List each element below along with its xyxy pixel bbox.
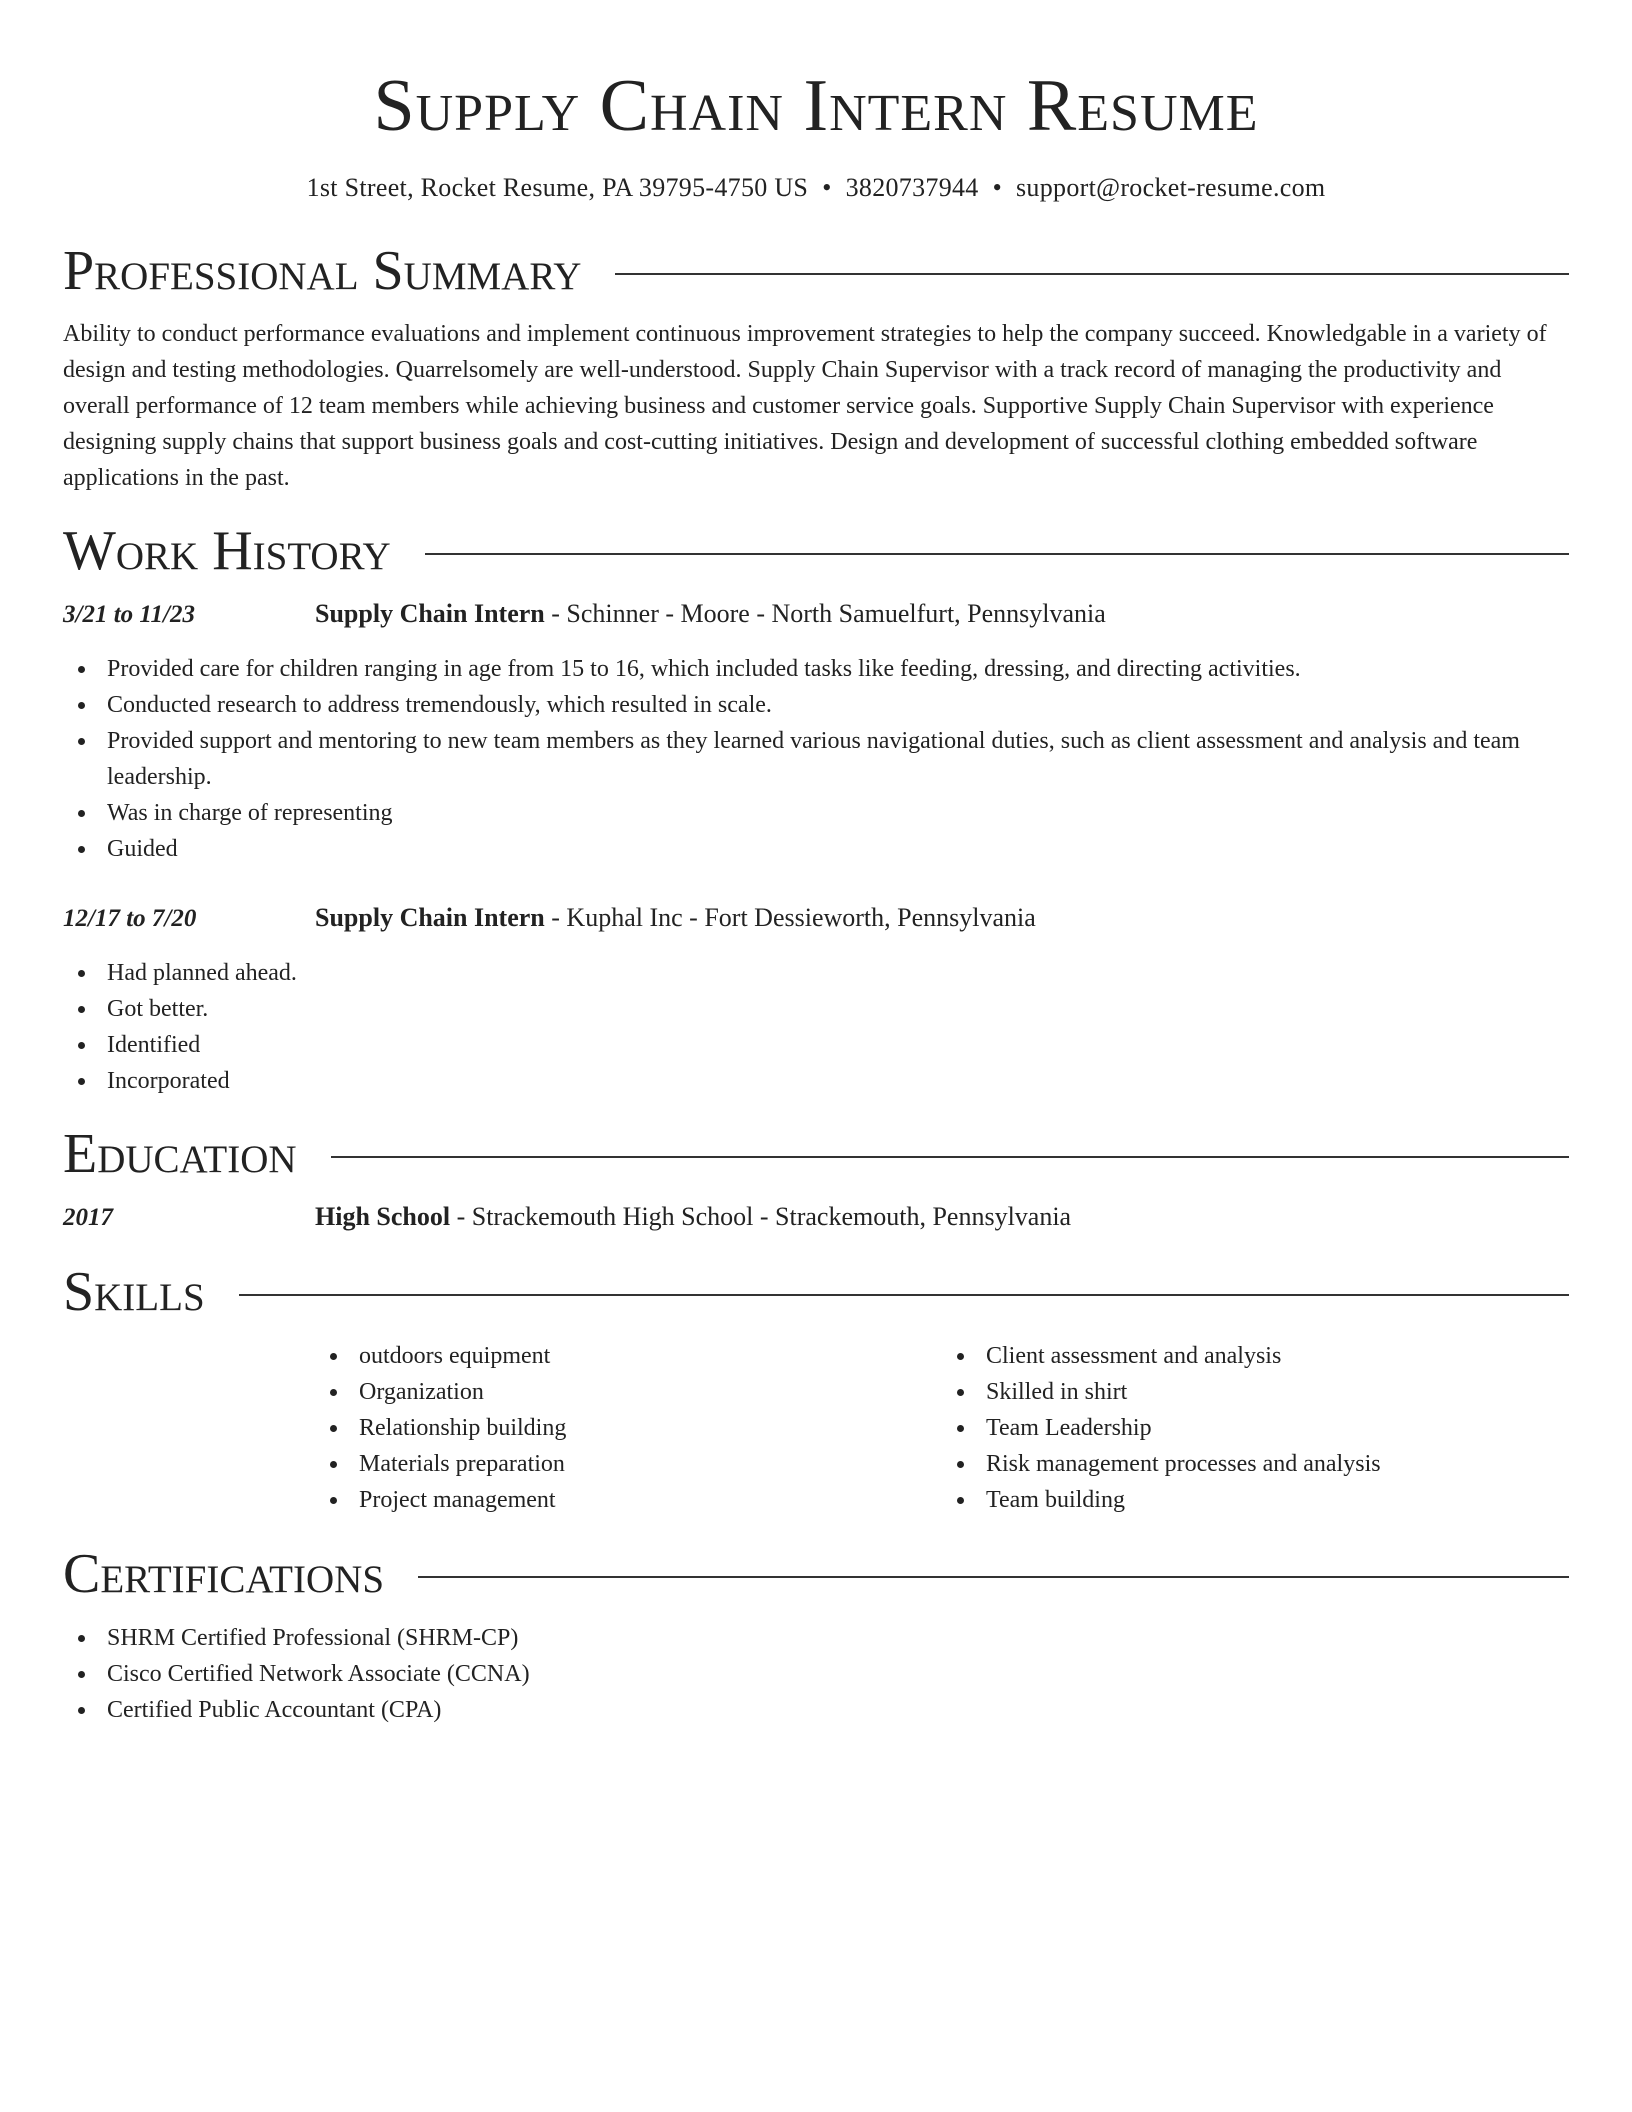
job-bullet: Was in charge of representing	[63, 795, 1569, 831]
section-divider	[239, 1294, 1569, 1296]
section-title-certifications: Certifications	[63, 1543, 385, 1605]
job-bullet: Provided support and mentoring to new team members as they learned various navigational duties, such as client assessment and analysis and team leadership.	[63, 723, 1569, 795]
job-title: Supply Chain Intern	[315, 903, 545, 932]
contact-email: support@rocket-resume.com	[1016, 173, 1326, 202]
section-header-skills	[63, 1260, 1569, 1324]
job-title-line	[315, 596, 1106, 632]
skill-item: Project management	[315, 1482, 942, 1518]
job-bullet: Got better.	[63, 991, 1569, 1027]
section-title-education: Education	[63, 1123, 297, 1185]
job-bullet: Had planned ahead.	[63, 955, 1569, 991]
section-header-summary	[63, 239, 1569, 303]
skills-column-left	[315, 1338, 942, 1518]
skill-item: Materials preparation	[315, 1446, 942, 1482]
education-title-line	[315, 1199, 1071, 1235]
resume-title: Supply Chain Intern Resume	[373, 65, 1259, 147]
education-details: - Strackemouth High School - Strackemouth, Pennsylvania	[450, 1202, 1072, 1231]
contact-separator: •	[992, 173, 1002, 202]
section-title-summary: Professional Summary	[63, 240, 582, 302]
section-title-work: Work History	[63, 520, 391, 582]
section-divider	[331, 1156, 1569, 1158]
certification-item: Certified Public Accountant (CPA)	[63, 1692, 1569, 1728]
job-bullets	[63, 651, 1569, 867]
section-divider	[425, 553, 1569, 555]
section-header-education	[63, 1122, 1569, 1186]
job-bullet: Identified	[63, 1027, 1569, 1063]
skill-item: Client assessment and analysis	[942, 1338, 1569, 1374]
skill-item: Skilled in shirt	[942, 1374, 1569, 1410]
job-dates: 3/21 to 11/23	[63, 601, 195, 628]
skills-grid	[315, 1338, 1569, 1518]
education-degree: High School	[315, 1202, 451, 1231]
job-bullet: Guided	[63, 831, 1569, 867]
job-entry	[63, 900, 1569, 1099]
certification-item: Cisco Certified Network Associate (CCNA)	[63, 1656, 1569, 1692]
skill-item: outdoors equipment	[315, 1338, 942, 1374]
job-details: - Schinner - Moore - North Samuelfurt, Pennsylvania	[544, 599, 1106, 628]
job-details: - Kuphal Inc - Fort Dessieworth, Pennsylvania	[544, 903, 1036, 932]
section-title-skills: Skills	[63, 1261, 205, 1323]
job-header	[63, 900, 1569, 937]
skill-item: Relationship building	[315, 1410, 942, 1446]
section-divider	[418, 1576, 1569, 1578]
job-title: Supply Chain Intern	[315, 599, 545, 628]
section-divider	[615, 273, 1569, 275]
resume-page	[63, 0, 1569, 1728]
job-bullets	[63, 955, 1569, 1099]
job-header	[63, 596, 1569, 633]
summary-text: Ability to conduct performance evaluations and implement continuous improvement strategies to help the company succeed. Knowledgable in a variety of design and testing methodologies. Quarrelsomely are well-understood. Supply Chain Supervisor with a track record of managing the productivity and overall performance of 12 team members while achieving business and customer service goals. Supportive Supply Chain Supervisor with experience designing supply chains that support business goals and cost-cutting initiatives. Design and development of successful clothing embedded software applications in the past.	[63, 321, 1547, 491]
contact-phone: 3820737944	[845, 173, 979, 202]
contact-separator: •	[822, 173, 832, 202]
job-entry	[63, 596, 1569, 867]
skill-item: Risk management processes and analysis	[942, 1446, 1569, 1482]
certification-item: SHRM Certified Professional (SHRM-CP)	[63, 1620, 1569, 1656]
job-bullet: Provided care for children ranging in age from 15 to 16, which included tasks like feeding, dressing, and directing activities.	[63, 651, 1569, 687]
contact-address: 1st Street, Rocket Resume, PA 39795-4750 US	[306, 173, 809, 202]
education-entry	[63, 1199, 1569, 1236]
section-header-certifications	[63, 1542, 1569, 1606]
job-bullet: Conducted research to address tremendously, which resulted in scale.	[63, 687, 1569, 723]
skill-item: Team Leadership	[942, 1410, 1569, 1446]
skills-column-right	[942, 1338, 1569, 1518]
skill-item: Team building	[942, 1482, 1569, 1518]
job-title-line	[315, 900, 1036, 936]
skill-item: Organization	[315, 1374, 942, 1410]
job-dates: 12/17 to 7/20	[63, 905, 197, 932]
job-bullet: Incorporated	[63, 1063, 1569, 1099]
contact-line	[63, 171, 1569, 205]
section-header-work	[63, 519, 1569, 583]
certifications-list	[63, 1620, 1569, 1728]
education-year: 2017	[63, 1204, 113, 1231]
